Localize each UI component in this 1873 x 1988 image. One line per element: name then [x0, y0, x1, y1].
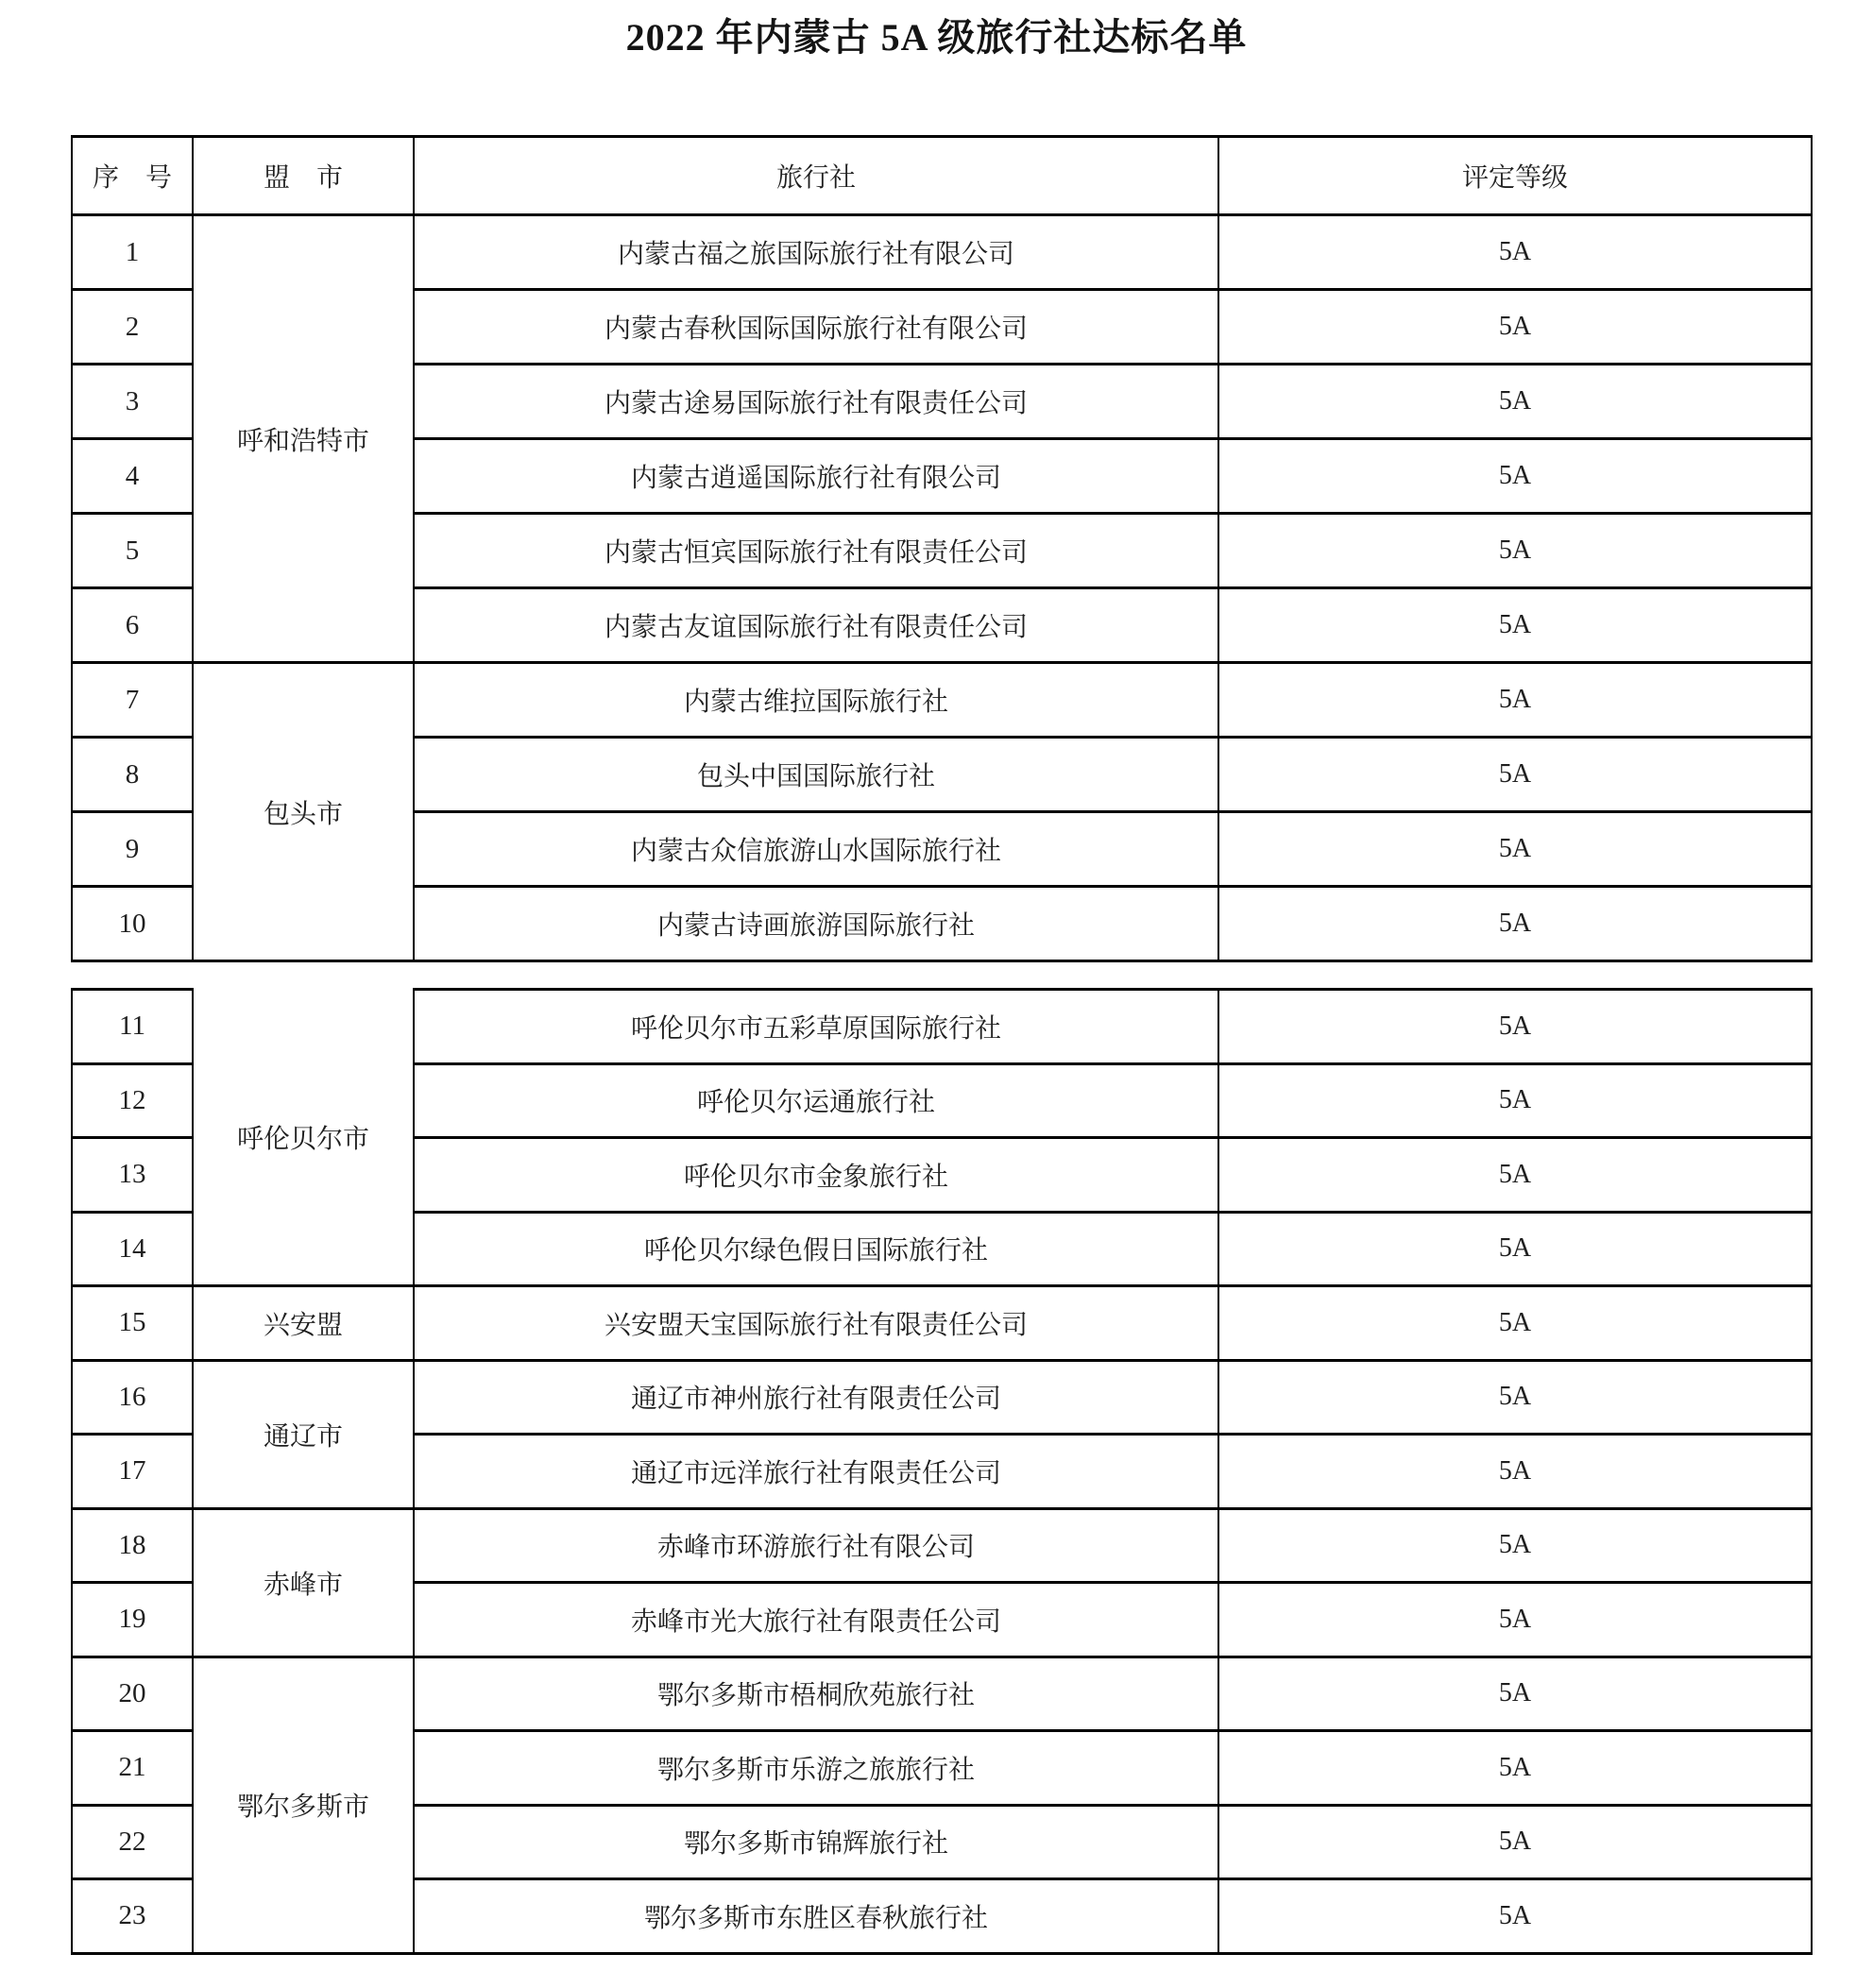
cell-serial: 2	[72, 290, 193, 365]
table-row	[72, 215, 1812, 290]
cell-city: 赤峰市	[193, 1508, 414, 1657]
cell-agency: 内蒙古维拉国际旅行社	[414, 663, 1218, 738]
cell-agency: 呼伦贝尔市五彩草原国际旅行社	[414, 990, 1218, 1064]
cell-grade: 5A	[1218, 1657, 1812, 1731]
table-row	[72, 1360, 1812, 1435]
table-body-1	[72, 215, 1812, 961]
cell-serial: 9	[72, 812, 193, 887]
cell-serial: 16	[72, 1360, 193, 1435]
cell-city: 兴安盟	[193, 1286, 414, 1361]
cell-grade: 5A	[1218, 290, 1812, 365]
cell-grade: 5A	[1218, 738, 1812, 812]
cell-grade: 5A	[1218, 588, 1812, 663]
cell-agency: 鄂尔多斯市东胜区春秋旅行社	[414, 1879, 1218, 1954]
cell-serial: 13	[72, 1138, 193, 1213]
cell-grade: 5A	[1218, 990, 1812, 1064]
cell-grade: 5A	[1218, 439, 1812, 514]
cell-grade: 5A	[1218, 365, 1812, 439]
table-row	[72, 663, 1812, 738]
cell-grade: 5A	[1218, 663, 1812, 738]
cell-agency: 赤峰市光大旅行社有限责任公司	[414, 1583, 1218, 1657]
cell-grade: 5A	[1218, 1286, 1812, 1361]
document-title: 2022 年内蒙古 5A 级旅行社达标名单	[625, 16, 1248, 59]
cell-serial: 8	[72, 738, 193, 812]
cell-city: 通辽市	[193, 1360, 414, 1508]
cell-city: 呼伦贝尔市	[193, 990, 414, 1286]
cell-serial: 19	[72, 1583, 193, 1657]
cell-serial: 17	[72, 1435, 193, 1509]
cell-serial: 20	[72, 1657, 193, 1731]
header-agency: 旅行社	[414, 137, 1218, 215]
cell-agency: 呼伦贝尔市金象旅行社	[414, 1138, 1218, 1213]
cell-agency: 内蒙古春秋国际国际旅行社有限公司	[414, 290, 1218, 365]
cell-agency: 内蒙古逍遥国际旅行社有限公司	[414, 439, 1218, 514]
cell-agency: 赤峰市环游旅行社有限公司	[414, 1508, 1218, 1583]
cell-grade: 5A	[1218, 1805, 1812, 1879]
cell-agency: 内蒙古恒宾国际旅行社有限责任公司	[414, 514, 1218, 588]
cell-serial: 11	[72, 990, 193, 1064]
cell-agency: 内蒙古友谊国际旅行社有限责任公司	[414, 588, 1218, 663]
cell-city: 鄂尔多斯市	[193, 1657, 414, 1953]
cell-grade: 5A	[1218, 1063, 1812, 1138]
cell-grade: 5A	[1218, 1508, 1812, 1583]
cell-city: 呼和浩特市	[193, 215, 414, 663]
cell-grade: 5A	[1218, 1879, 1812, 1954]
cell-agency: 鄂尔多斯市梧桐欣苑旅行社	[414, 1657, 1218, 1731]
cell-serial: 10	[72, 887, 193, 961]
table-row	[72, 1508, 1812, 1583]
cell-grade: 5A	[1218, 812, 1812, 887]
cell-grade: 5A	[1218, 887, 1812, 961]
cell-city: 包头市	[193, 663, 414, 961]
cell-agency: 兴安盟天宝国际旅行社有限责任公司	[414, 1286, 1218, 1361]
table-row	[72, 990, 1812, 1064]
cell-serial: 22	[72, 1805, 193, 1879]
cell-grade: 5A	[1218, 1583, 1812, 1657]
table-section-1	[71, 135, 1813, 962]
cell-serial: 7	[72, 663, 193, 738]
cell-grade: 5A	[1218, 1138, 1812, 1213]
cell-grade: 5A	[1218, 1435, 1812, 1509]
cell-agency: 呼伦贝尔运通旅行社	[414, 1063, 1218, 1138]
header-grade: 评定等级	[1218, 137, 1812, 215]
cell-grade: 5A	[1218, 1212, 1812, 1286]
header-serial: 序 号	[72, 137, 193, 215]
table-body-2	[72, 990, 1812, 1954]
cell-agency: 包头中国国际旅行社	[414, 738, 1218, 812]
cell-serial: 23	[72, 1879, 193, 1954]
cell-serial: 6	[72, 588, 193, 663]
cell-agency: 内蒙古福之旅国际旅行社有限公司	[414, 215, 1218, 290]
header-city: 盟 市	[193, 137, 414, 215]
cell-grade: 5A	[1218, 215, 1812, 290]
cell-serial: 14	[72, 1212, 193, 1286]
cell-agency: 鄂尔多斯市锦辉旅行社	[414, 1805, 1218, 1879]
cell-agency: 通辽市神州旅行社有限责任公司	[414, 1360, 1218, 1435]
table-row	[72, 1286, 1812, 1361]
cell-serial: 4	[72, 439, 193, 514]
cell-serial: 3	[72, 365, 193, 439]
cell-serial: 21	[72, 1731, 193, 1806]
cell-grade: 5A	[1218, 1360, 1812, 1435]
cell-agency: 内蒙古诗画旅游国际旅行社	[414, 887, 1218, 961]
header-row	[72, 137, 1812, 215]
cell-agency: 通辽市远洋旅行社有限责任公司	[414, 1435, 1218, 1509]
table-row	[72, 1657, 1812, 1731]
cell-grade: 5A	[1218, 514, 1812, 588]
cell-agency: 呼伦贝尔绿色假日国际旅行社	[414, 1212, 1218, 1286]
cell-agency: 内蒙古途易国际旅行社有限责任公司	[414, 365, 1218, 439]
table-section-2	[71, 988, 1813, 1955]
cell-serial: 1	[72, 215, 193, 290]
cell-grade: 5A	[1218, 1731, 1812, 1806]
cell-serial: 5	[72, 514, 193, 588]
cell-serial: 15	[72, 1286, 193, 1361]
cell-agency: 鄂尔多斯市乐游之旅旅行社	[414, 1731, 1218, 1806]
cell-serial: 18	[72, 1508, 193, 1583]
cell-agency: 内蒙古众信旅游山水国际旅行社	[414, 812, 1218, 887]
cell-serial: 12	[72, 1063, 193, 1138]
